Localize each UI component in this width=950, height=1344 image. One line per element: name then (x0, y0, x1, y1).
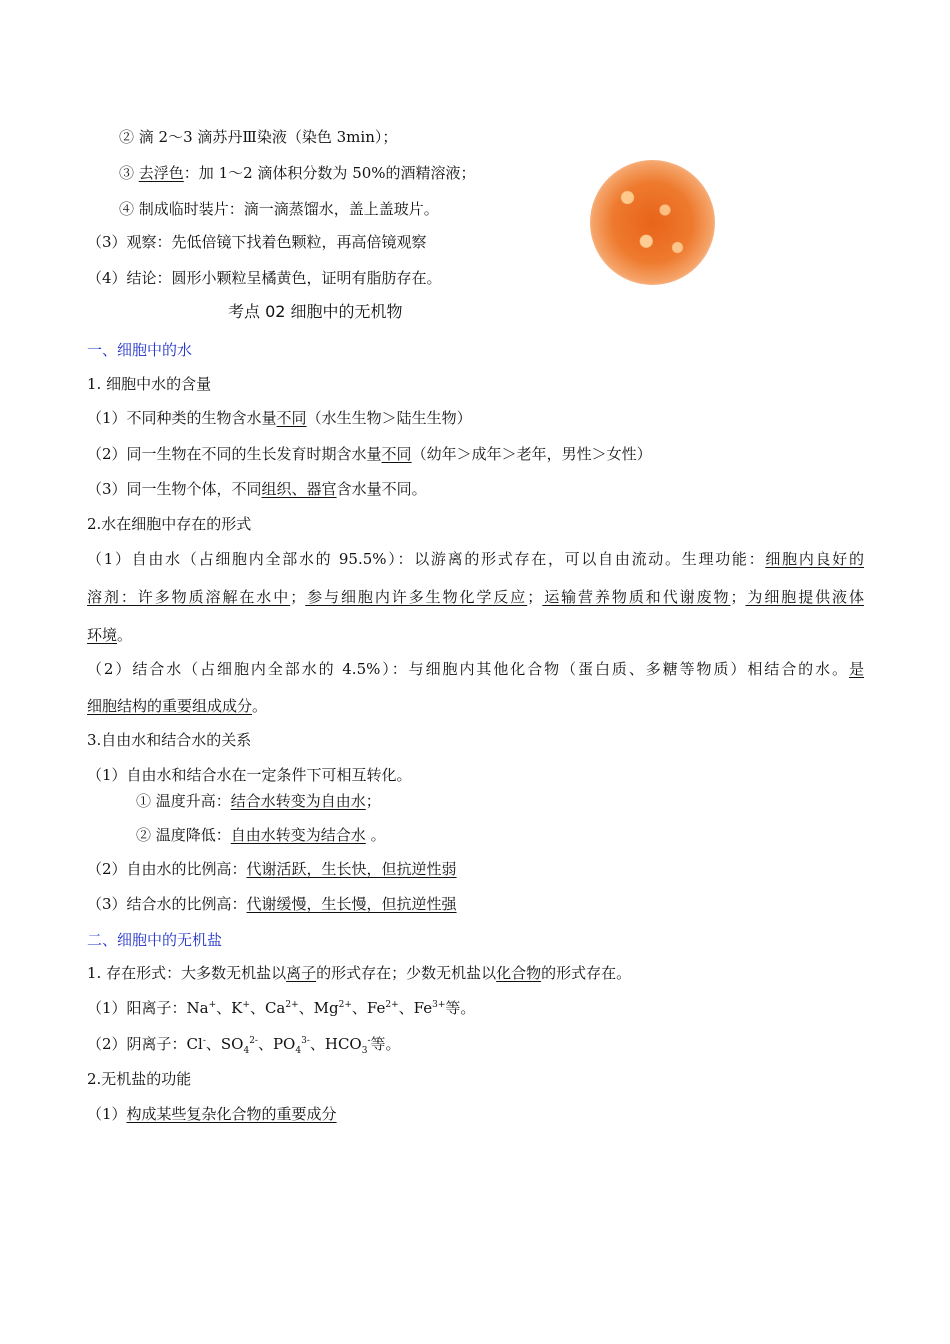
step-4: ④ 制成临时装片：滴一滴蒸馏水，盖上盖玻片。 (119, 200, 439, 218)
step-2: ② 滴 2～3 滴苏丹Ⅲ染液（染色 3min）； (119, 128, 398, 146)
anions: （2）阴离子：Cl-、$SO_4^{2-}$、$PO_4^{3-}$、$HCO_3^-$等。 (87, 1035, 401, 1056)
relation-2: （2）自由水的比例高：代谢活跃，生长快，但抗逆性弱 (87, 860, 457, 878)
water-content-1: （1）不同种类的生物含水量不同（水生生物＞陆生生物） (87, 409, 472, 427)
bound-water-line-2: 细胞结构的重要组成成分。 (87, 697, 268, 715)
conclusion-step: （4）结论：圆形小颗粒呈橘黄色，证明有脂肪存在。 (87, 269, 442, 287)
relation-1: （1）自由水和结合水在一定条件下可相互转化。 (87, 766, 412, 784)
relation-temp-down: ② 温度降低：自由水转变为结合水 。 (136, 826, 386, 844)
observe-step: （3）观察：先低倍镜下找着色颗粒，再高倍镜观察 (87, 233, 427, 251)
relation-3: （3）结合水的比例高：代谢缓慢，生长慢，但抗逆性强 (87, 895, 457, 913)
step-3: ③ 去浮色：加 1～2 滴体积分数为 50%的酒精溶液； (119, 164, 476, 182)
free-water-line-1: （1）自由水（占细胞内全部水的 95.5%）：以游离的形式存在，可以自由流动。生理功能：细胞内良好的 (87, 550, 864, 568)
relation-title: 3.自由水和结合水的关系 (87, 731, 252, 749)
water-content-title: 1. 细胞中水的含量 (87, 375, 212, 393)
fat-droplet-image (590, 160, 715, 285)
free-water-line-2: 溶剂：许多物质溶解在水中；参与细胞内许多生物化学反应；运输营养物质和代谢废物；为细胞提供液体 (87, 588, 864, 606)
heading-salt: 二、细胞中的无机盐 (87, 931, 223, 949)
water-content-2: （2）同一生物在不同的生长发育时期含水量不同（幼年＞成年＞老年，男性＞女性） (87, 445, 652, 463)
salt-form: 1. 存在形式：大多数无机盐以离子的形式存在；少数无机盐以化合物的形式存在。 (87, 964, 632, 982)
section-title: 考点 02 细胞中的无机物 (228, 302, 403, 321)
heading-water: 一、细胞中的水 (87, 341, 193, 359)
cations: （1）阳离子：Na+、K+、$Ca^{2+}$、$Mg^{2+}$、$Fe^{2+}$、$Fe^{3+}$等。 (87, 999, 476, 1017)
salt-function-title: 2.无机盐的功能 (87, 1070, 192, 1088)
water-forms-title: 2.水在细胞中存在的形式 (87, 515, 252, 533)
water-content-3: （3）同一生物个体，不同组织、器官含水量不同。 (87, 480, 427, 498)
free-water-line-3: 环境。 (87, 626, 133, 644)
relation-temp-up: ① 温度升高：结合水转变为自由水； (136, 792, 381, 810)
bound-water-line-1: （2）结合水（占细胞内全部水的 4.5%）：与细胞内其他化合物（蛋白质、多糖等物质）相结合的水。是 (87, 660, 864, 678)
salt-function-1: （1）构成某些复杂化合物的重要成分 (87, 1105, 337, 1123)
